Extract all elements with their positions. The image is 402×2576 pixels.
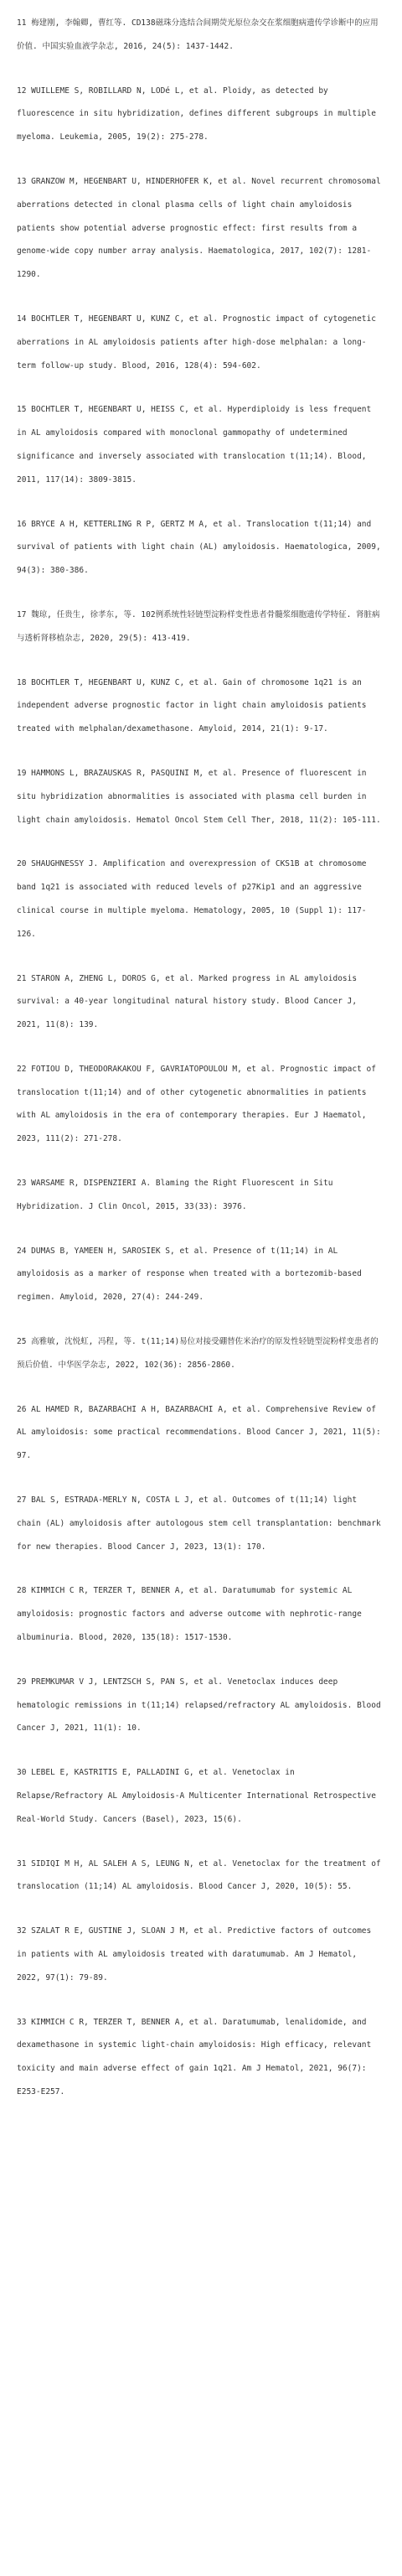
reference-25: 25 高雅敏, 沈悦虹, 冯程, 等. t(11;14)易位对接受硼替佐米治疗的原发性轻链型淀粉样变患者的预后价值. 中华医学杂志, 2022, 102(36): 2856-2860.	[17, 1337, 379, 1370]
reference-28: 28 KIMMICH C R, TERZER T, BENNER A, et al. Daratumumab for systemic AL amyloidosis: prognostic factors and adverse outcome with nephrotic-range albuminuria. Blood, 2020, 135(18): 1517-1530.	[17, 1586, 362, 1643]
reference-19: 19 HAMMONS L, BRAZAUSKAS R, PASQUINI M, et al. Presence of fluorescent in situ hybridization abnormalities is associated with plasma cell burden in light chain amyloidosis. Hematol Oncol Stem Cell Ther, 2018, 11(2): 105-111.	[17, 768, 381, 825]
reference-18: 18 BOCHTLER T, HEGENBART U, KUNZ C, et al. Gain of chromosome 1q21 is an independent adverse prognostic factor in light chain amyloidosis patients treated with melphalan/dexamethasone. Amyloid, 2014, 21(1): 9-17.	[17, 677, 367, 734]
reference-33: 33 KIMMICH C R, TERZER T, BENNER A, et al. Daratumumab, lenalidomide, and dexamethasone in systemic light-chain amyloidosis: High efficacy, relevant toxicity and main adverse effect of gain 1q21. Am J Hematol, 2021, 96(7): E253-E257.	[17, 2017, 372, 2097]
reference-27: 27 BAL S, ESTRADA-MERLY N, COSTA L J, et al. Outcomes of t(11;14) light chain (AL) amyloidosis after autologous stem cell transplantation: benchmark for new therapies. Blood Cancer J, 2023, 13(1): 170.	[17, 1495, 381, 1552]
reference-23: 23 WARSAME R, DISPENZIERI A. Blaming the Right Fluorescent in Situ Hybridization. J Clin Oncol, 2015, 33(33): 3976.	[17, 1179, 333, 1211]
reference-11: 11 梅建刚, 李翰卿, 曹红等. CD138磁珠分选结合间期荧光原位杂交在浆细胞病遗传学诊断中的应用价值. 中国实验血液学杂志, 2016, 24(5): 1437-1442.	[17, 18, 379, 51]
reference-24: 24 DUMAS B, YAMEEN H, SAROSIEK S, et al. Presence of t(11;14) in AL amyloidosis as a marker of response when treated with a bortezomib-based regimen. Amyloid, 2020, 27(4): 244-249.	[17, 1246, 362, 1303]
reference-15: 15 BOCHTLER T, HEGENBART U, HEISS C, et al. Hyperdiploidy is less frequent in AL amyloidosis compared with monoclonal gammopathy of undetermined significance and inversely associated with translocation t(11;14). Blood, 2011, 117(14): 3809-3815.	[17, 405, 372, 485]
reference-17: 17 魏琼, 任贵生, 徐孝东, 等. 102例系统性轻链型淀粉样变性患者骨髓浆细胞遗传学特征. 肾脏病与透析肾移植杂志, 2020, 29(5): 413-419.	[17, 609, 380, 643]
reference-30: 30 LEBEL E, KASTRITIS E, PALLADINI G, et al. Venetoclax in Relapse/Refractory AL Amyloidosis-A Multicenter International Retrospective Real-World Study. Cancers (Basel), 2023, 15(6).	[17, 1768, 376, 1824]
reference-31: 31 SIDIQI M H, AL SALEH A S, LEUNG N, et al. Venetoclax for the treatment of translocation (11;14) AL amyloidosis. Blood Cancer J, 2020, 10(5): 55.	[17, 1858, 381, 1892]
reference-22: 22 FOTIOU D, THEODORAKAKOU F, GAVRIATOPOULOU M, et al. Prognostic impact of translocation t(11;14) and of other cytogenetic abnormalities in patients with AL amyloidosis in the era of contemporary therapies. Eur J Haematol, 2023, 111(2): 271-278.	[17, 1064, 376, 1144]
reference-32: 32 SZALAT R E, GUSTINE J, SLOAN J M, et al. Predictive factors of outcomes in patients with AL amyloidosis treated with daratumumab. Am J Hematol, 2022, 97(1): 79-89.	[17, 1926, 372, 1983]
reference-29: 29 PREMKUMAR V J, LENTZSCH S, PAN S, et al. Venetoclax induces deep hematologic remissions in t(11;14) relapsed/refractory AL amyloidosis. Blood Cancer J, 2021, 11(1): 10.	[17, 1677, 381, 1734]
reference-26: 26 AL HAMED R, BAZARBACHI A H, BAZARBACHI A, et al. Comprehensive Review of AL amyloidosis: some practical recommendations. Blood Cancer J, 2021, 11(5): 97.	[17, 1404, 381, 1461]
reference-12: 12 WUILLEME S, ROBILLARD N, LODé L, et al. Ploidy, as detected by fluorescence in situ hybridization, defines different subgroups in multiple myeloma. Leukemia, 2005, 19(2): 275-278.	[17, 86, 376, 143]
reference-21: 21 STARON A, ZHENG L, DOROS G, et al. Marked progress in AL amyloidosis survival: a 40-year longitudinal natural history study. Blood Cancer J, 2021, 11(8): 139.	[17, 973, 358, 1030]
reference-14: 14 BOCHTLER T, HEGENBART U, KUNZ C, et al. Prognostic impact of cytogenetic aberrations in AL amyloidosis patients after high-dose melphalan: a long-term follow-up study. Blood, 2016, 128(4): 594-602.	[17, 314, 376, 371]
reference-20: 20 SHAUGHNESSY J. Amplification and overexpression of CKS1B at chromosome band 1q21 is associated with reduced levels of p27Kip1 and an aggressive clinical course in multiple myeloma. Hematology, 2005, 10 (Suppl 1): 117-126.	[17, 859, 367, 939]
reference-16: 16 BRYCE A H, KETTERLING R P, GERTZ M A, et al. Translocation t(11;14) and survival of patients with light chain (AL) amyloidosis. Haematologica, 2009, 94(3): 380-386.	[17, 519, 381, 576]
reference-13: 13 GRANZOW M, HEGENBART U, HINDERHOFER K, et al. Novel recurrent chromosomal aberrations detected in clonal plasma cells of light chain amyloidosis patients show potential adverse prognostic effect: first results from a genome-wide copy number array analysis. Haematologica, 2017, 102(7): 1281-1290.	[17, 176, 381, 280]
